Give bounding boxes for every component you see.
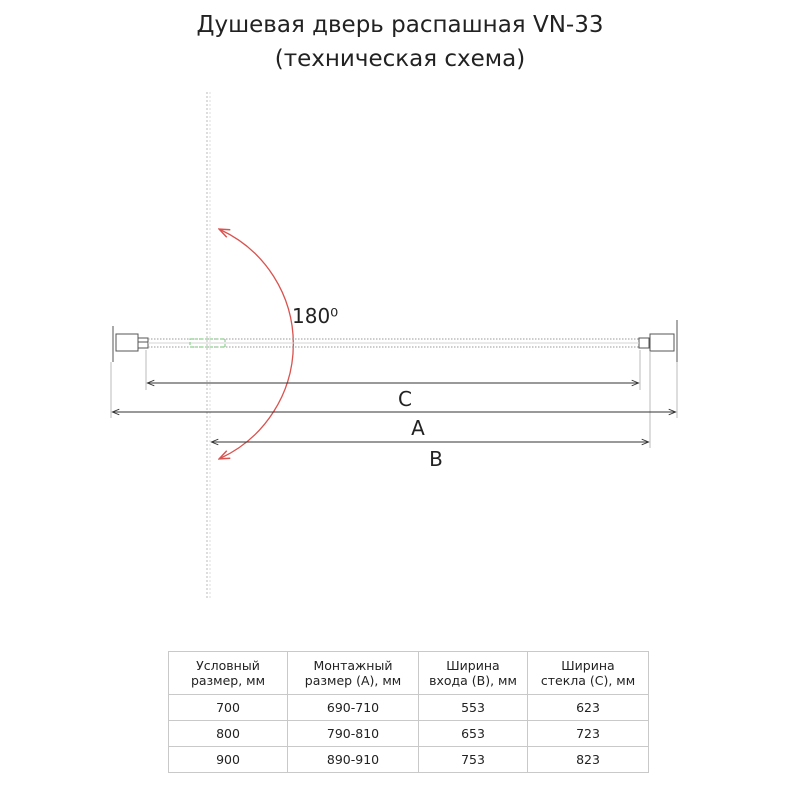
table-cell: 623 — [528, 695, 649, 721]
header-nominal-size — [169, 652, 288, 695]
table-cell: 900 — [169, 747, 288, 773]
header-line: входа (В), мм — [429, 673, 517, 688]
header-line: стекла (С), мм — [540, 673, 636, 688]
table-row — [169, 695, 649, 721]
table-cell: 753 — [419, 747, 528, 773]
header-line: Условный — [196, 658, 260, 673]
swing-arc — [221, 230, 293, 458]
table-cell: 723 — [528, 721, 649, 747]
header-line: размер, мм — [190, 673, 266, 688]
size-spec-table — [168, 651, 649, 773]
title-line-1: Душевая дверь распашная VN-33 — [196, 12, 604, 38]
header-glass-width — [528, 652, 649, 695]
header-line: Ширина — [561, 658, 615, 673]
table-row — [169, 747, 649, 773]
header-mounting-size — [288, 652, 419, 695]
glass-panel — [148, 339, 639, 347]
table-cell: 553 — [419, 695, 528, 721]
header-line: Ширина — [446, 658, 500, 673]
table-cell: 690-710 — [288, 695, 419, 721]
title-line-2: (техническая схема) — [274, 46, 526, 72]
left-wall-profile — [113, 326, 148, 362]
table-cell: 790-810 — [288, 721, 419, 747]
header-line: размер (А), мм — [304, 673, 402, 688]
table-cell: 800 — [169, 721, 288, 747]
dimension-label-c: C — [398, 387, 412, 411]
table-cell: 823 — [528, 747, 649, 773]
table-cell: 890-910 — [288, 747, 419, 773]
table-cell: 653 — [419, 721, 528, 747]
extension-lines — [111, 350, 677, 448]
dimension-label-b: B — [429, 447, 443, 471]
dimension-label-a: A — [411, 416, 425, 440]
right-wall-profile — [639, 320, 677, 362]
table-cell: 700 — [169, 695, 288, 721]
angle-label: 180⁰ — [292, 304, 339, 328]
header-line: Монтажный — [313, 658, 393, 673]
table-row — [169, 721, 649, 747]
table-header-row — [169, 652, 649, 695]
header-entrance-width — [419, 652, 528, 695]
